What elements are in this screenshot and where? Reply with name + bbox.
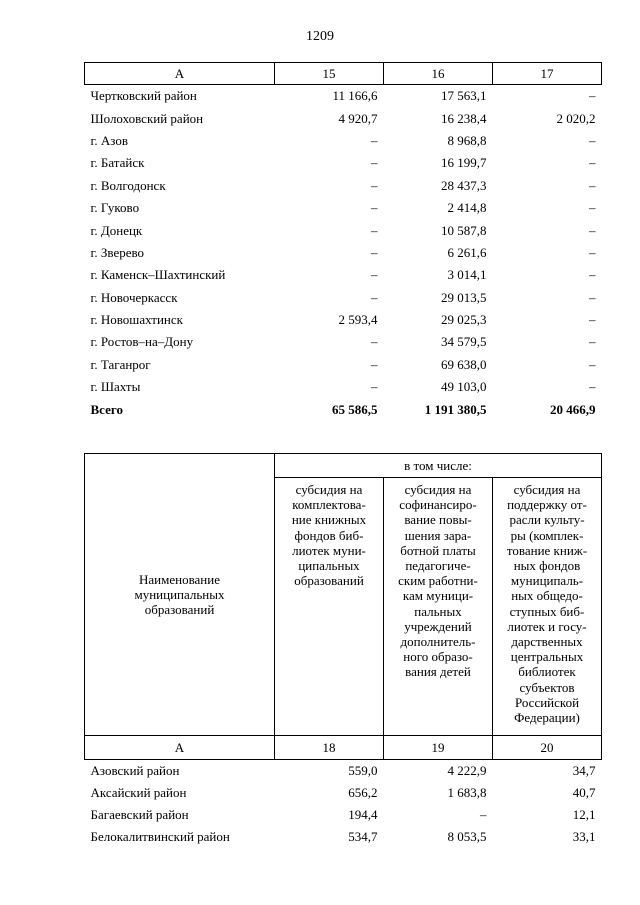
header-col-19: 19: [384, 736, 493, 760]
subsidy-col-18-header: [275, 478, 384, 736]
value-col-18: 559,0: [348, 763, 378, 778]
header-line: ных общедо-: [511, 588, 583, 604]
header-col-18: 18: [275, 736, 384, 760]
value-col-16: 6 261,6: [447, 244, 487, 260]
header-line: шения зара-: [404, 527, 472, 543]
header-line: ским работни-: [398, 573, 478, 589]
municipality-name: г. Каменск–Шахтинский: [90, 267, 226, 283]
value-col-17: –: [589, 244, 596, 260]
header-col-20: 20: [493, 736, 602, 760]
value-col-15: –: [371, 155, 378, 171]
table-row: [85, 331, 602, 353]
table-row: [85, 130, 602, 152]
header-line: дарственных: [511, 634, 583, 650]
municipality-name: г. Новошахтинск: [90, 312, 183, 328]
header-line: Российской: [514, 694, 580, 710]
header-col-a: А: [85, 736, 275, 760]
header-line: библиотек: [518, 664, 576, 680]
table-row: [85, 309, 602, 331]
municipality-name: г. Зверево: [90, 244, 145, 260]
municipality-name: Чертковский район: [90, 88, 197, 104]
budget-table-part2: [84, 453, 602, 848]
table-row: [85, 354, 602, 376]
header-line: ного образо-: [403, 649, 473, 665]
municipality-name: Азовский район: [90, 763, 180, 778]
header-line: поддержку от-: [507, 497, 587, 513]
value-col-16: 29 025,3: [441, 312, 487, 328]
value-col-20: 34,7: [572, 763, 596, 778]
header-line: субсидия на: [295, 482, 363, 497]
header-line: вание повы-: [404, 512, 472, 528]
value-col-20: 40,7: [572, 785, 596, 800]
value-col-15: –: [371, 379, 378, 395]
value-col-16: 3 014,1: [447, 267, 487, 283]
value-col-17: –: [589, 200, 596, 216]
value-col-19: –: [480, 807, 487, 822]
table-row: [85, 219, 602, 241]
header-col-a: А: [85, 63, 275, 85]
municipality-name: г. Волгодонск: [90, 177, 166, 193]
header-line: тование книж-: [506, 542, 588, 558]
header-line: комплектова-: [292, 497, 366, 513]
value-col-15: –: [371, 132, 378, 148]
value-col-15: –: [371, 177, 378, 193]
value-col-17: –: [589, 356, 596, 372]
municipality-name: г. Ростов–на–Дону: [90, 334, 194, 350]
total-col-15: 65 586,5: [332, 401, 378, 417]
header-line: муниципаль-: [510, 573, 584, 589]
header-col-15: 15: [275, 63, 384, 85]
header-line: софинансиро-: [399, 497, 477, 513]
municipality-name-header: [85, 454, 275, 736]
municipality-name: Шолоховский район: [90, 110, 204, 126]
municipality-name: г. Батайск: [90, 155, 145, 171]
header-line: фондов биб-: [294, 527, 364, 543]
value-col-16: 28 437,3: [441, 177, 487, 193]
header-line: пальных: [414, 603, 462, 619]
municipality-name: г. Гуково: [90, 200, 140, 216]
value-col-16: 69 638,0: [441, 356, 487, 372]
value-col-17: –: [589, 132, 596, 148]
table-row: [85, 85, 602, 108]
table-header-row: [85, 736, 602, 760]
table-row: [85, 242, 602, 264]
value-col-19: 8 053,5: [447, 829, 487, 844]
value-col-17: –: [589, 177, 596, 193]
value-col-19: 4 222,9: [447, 763, 487, 778]
header-line: центральных: [510, 649, 584, 665]
value-col-17: –: [589, 267, 596, 283]
value-col-15: –: [371, 244, 378, 260]
value-col-15: –: [371, 334, 378, 350]
header-line: образований: [294, 573, 364, 589]
subsidy-col-20-header: [493, 478, 602, 736]
table-row: [85, 197, 602, 219]
value-col-15: 4 920,7: [338, 110, 378, 126]
header-line: Федерации): [514, 710, 580, 726]
header-line: ботной платы: [400, 542, 476, 558]
value-col-16: 16 199,7: [441, 155, 487, 171]
municipality-name: г. Азов: [90, 132, 128, 148]
value-col-16: 17 563,1: [441, 88, 487, 104]
table-row: [85, 107, 602, 129]
header-line: расли культу-: [509, 512, 585, 528]
header-line: ципальных: [298, 558, 360, 574]
value-col-17: –: [589, 334, 596, 350]
value-col-16: 49 103,0: [441, 379, 487, 395]
table-row: [85, 376, 602, 398]
total-col-17: 20 466,9: [550, 401, 596, 417]
value-col-17: 2 020,2: [556, 110, 596, 126]
value-col-15: –: [371, 222, 378, 238]
value-col-18: 194,4: [348, 807, 378, 822]
value-col-17: –: [589, 312, 596, 328]
table-row: [85, 264, 602, 286]
header-line: субъектов: [519, 679, 575, 695]
municipality-name: Аксайский район: [90, 785, 187, 800]
budget-table-part1: [84, 62, 602, 421]
municipality-name: Белокалитвинский район: [90, 829, 230, 844]
value-col-16: 16 238,4: [441, 110, 487, 126]
value-col-16: 29 013,5: [441, 289, 487, 305]
municipality-name: Багаевский район: [90, 807, 189, 822]
header-line: ры (комплек-: [510, 527, 584, 543]
total-label: Всего: [90, 401, 123, 417]
value-col-16: 34 579,5: [441, 334, 487, 350]
value-col-18: 534,7: [348, 829, 378, 844]
table-row: [85, 175, 602, 197]
table-row: [85, 152, 602, 174]
header-line: лиотек и госу-: [507, 618, 587, 634]
header-line: педагогиче-: [405, 558, 471, 574]
municipality-name: г. Донецк: [90, 222, 143, 238]
header-line: Наименование: [139, 572, 220, 587]
value-col-15: –: [371, 267, 378, 283]
value-col-15: 11 166,6: [332, 88, 378, 104]
table-row: [85, 804, 602, 826]
table-row: [85, 782, 602, 804]
total-col-16: 1 191 380,5: [424, 401, 487, 417]
page-number: 1209: [306, 29, 334, 44]
table-row: [85, 287, 602, 309]
value-col-16: 8 968,8: [447, 132, 487, 148]
header-line: ступных биб-: [509, 603, 585, 619]
value-col-20: 33,1: [572, 829, 596, 844]
header-line: дополнитель-: [400, 634, 476, 650]
header-line: ние книжных: [291, 512, 367, 528]
value-col-17: –: [589, 88, 596, 104]
value-col-16: 2 414,8: [447, 200, 487, 216]
header-col-16: 16: [384, 63, 493, 85]
header-line: вания детей: [405, 664, 471, 680]
value-col-15: –: [371, 356, 378, 372]
municipality-name: г. Новочеркасск: [90, 289, 178, 305]
table-row: [85, 760, 602, 783]
value-col-15: –: [371, 200, 378, 216]
header-line: субсидия на: [404, 482, 472, 497]
subsidy-col-19-header: [384, 478, 493, 736]
header-line: ных фондов: [513, 558, 581, 574]
header-line: кам муници-: [402, 588, 474, 604]
header-line: лиотек муни-: [292, 542, 366, 558]
municipality-name: г. Таганрог: [90, 356, 151, 372]
value-col-15: –: [371, 289, 378, 305]
value-col-17: –: [589, 155, 596, 171]
table-header-row: [85, 63, 602, 85]
value-col-15: 2 593,4: [338, 312, 378, 328]
header-col-17: 17: [493, 63, 602, 85]
value-col-16: 10 587,8: [441, 222, 487, 238]
municipality-name: г. Шахты: [90, 379, 141, 395]
total-row: [85, 398, 602, 420]
header-line: субсидия на: [513, 482, 581, 497]
table-row: [85, 826, 602, 848]
value-col-19: 1 683,8: [447, 785, 487, 800]
value-col-17: –: [589, 222, 596, 238]
header-line: учреждений: [404, 618, 472, 634]
value-col-17: –: [589, 289, 596, 305]
header-line: образований: [144, 602, 215, 617]
value-col-18: 656,2: [348, 785, 378, 800]
value-col-17: –: [589, 379, 596, 395]
including-header: в том числе:: [275, 454, 602, 478]
header-line: муниципальных: [134, 587, 225, 602]
value-col-20: 12,1: [572, 807, 596, 822]
